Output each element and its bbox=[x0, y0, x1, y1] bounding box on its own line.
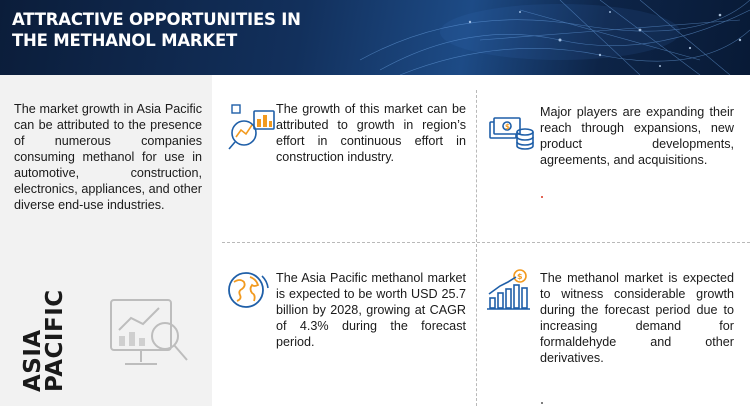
region-label bbox=[22, 282, 66, 392]
card-text-players: Major players are expanding their reach through expansions, new product developments, agreements, and acquisitions. bbox=[540, 105, 734, 167]
svg-text:$: $ bbox=[505, 123, 510, 131]
growth-analysis-icon bbox=[226, 101, 276, 151]
banner-title bbox=[12, 9, 352, 51]
card-text-market-value: The Asia Pacific methanol market is expected to be worth USD 25.7 billion by 2028, growing at CAGR of 4.3% during the forecast period. bbox=[276, 271, 466, 349]
region-label-line2: PACIFIC bbox=[42, 289, 68, 392]
analytics-watermark-icon bbox=[105, 290, 195, 370]
banner-title-line2: THE METHANOL MARKET bbox=[12, 31, 238, 50]
header-banner bbox=[0, 0, 750, 75]
card-text-forecast-growth: The methanol market is expected to witness considerable growth during the forecast period due to increasing demand for formaldehyde and other derivatives. bbox=[540, 271, 734, 365]
card-text-growth: The growth of this market can be attributed to growth in region’s effort in continuous effort in construction industry. bbox=[276, 102, 466, 164]
region-label-line1: ASIA bbox=[20, 329, 46, 392]
region-description: The market growth in Asia Pacific can be attributed to the presence of numerous companies consuming methanol for use in automotive, construction, electronics, appliances, and other diverse end-use industries. bbox=[14, 102, 202, 212]
horizontal-divider bbox=[222, 242, 750, 243]
svg-text:$: $ bbox=[517, 272, 523, 281]
gray-dot bbox=[541, 402, 543, 404]
red-dot bbox=[541, 196, 543, 198]
globe-icon bbox=[226, 268, 270, 312]
dollar-bar-growth-icon bbox=[486, 268, 532, 312]
money-coins-icon bbox=[488, 110, 536, 154]
vertical-divider bbox=[476, 90, 477, 406]
banner-title-line1: ATTRACTIVE OPPORTUNITIES IN bbox=[12, 10, 301, 29]
